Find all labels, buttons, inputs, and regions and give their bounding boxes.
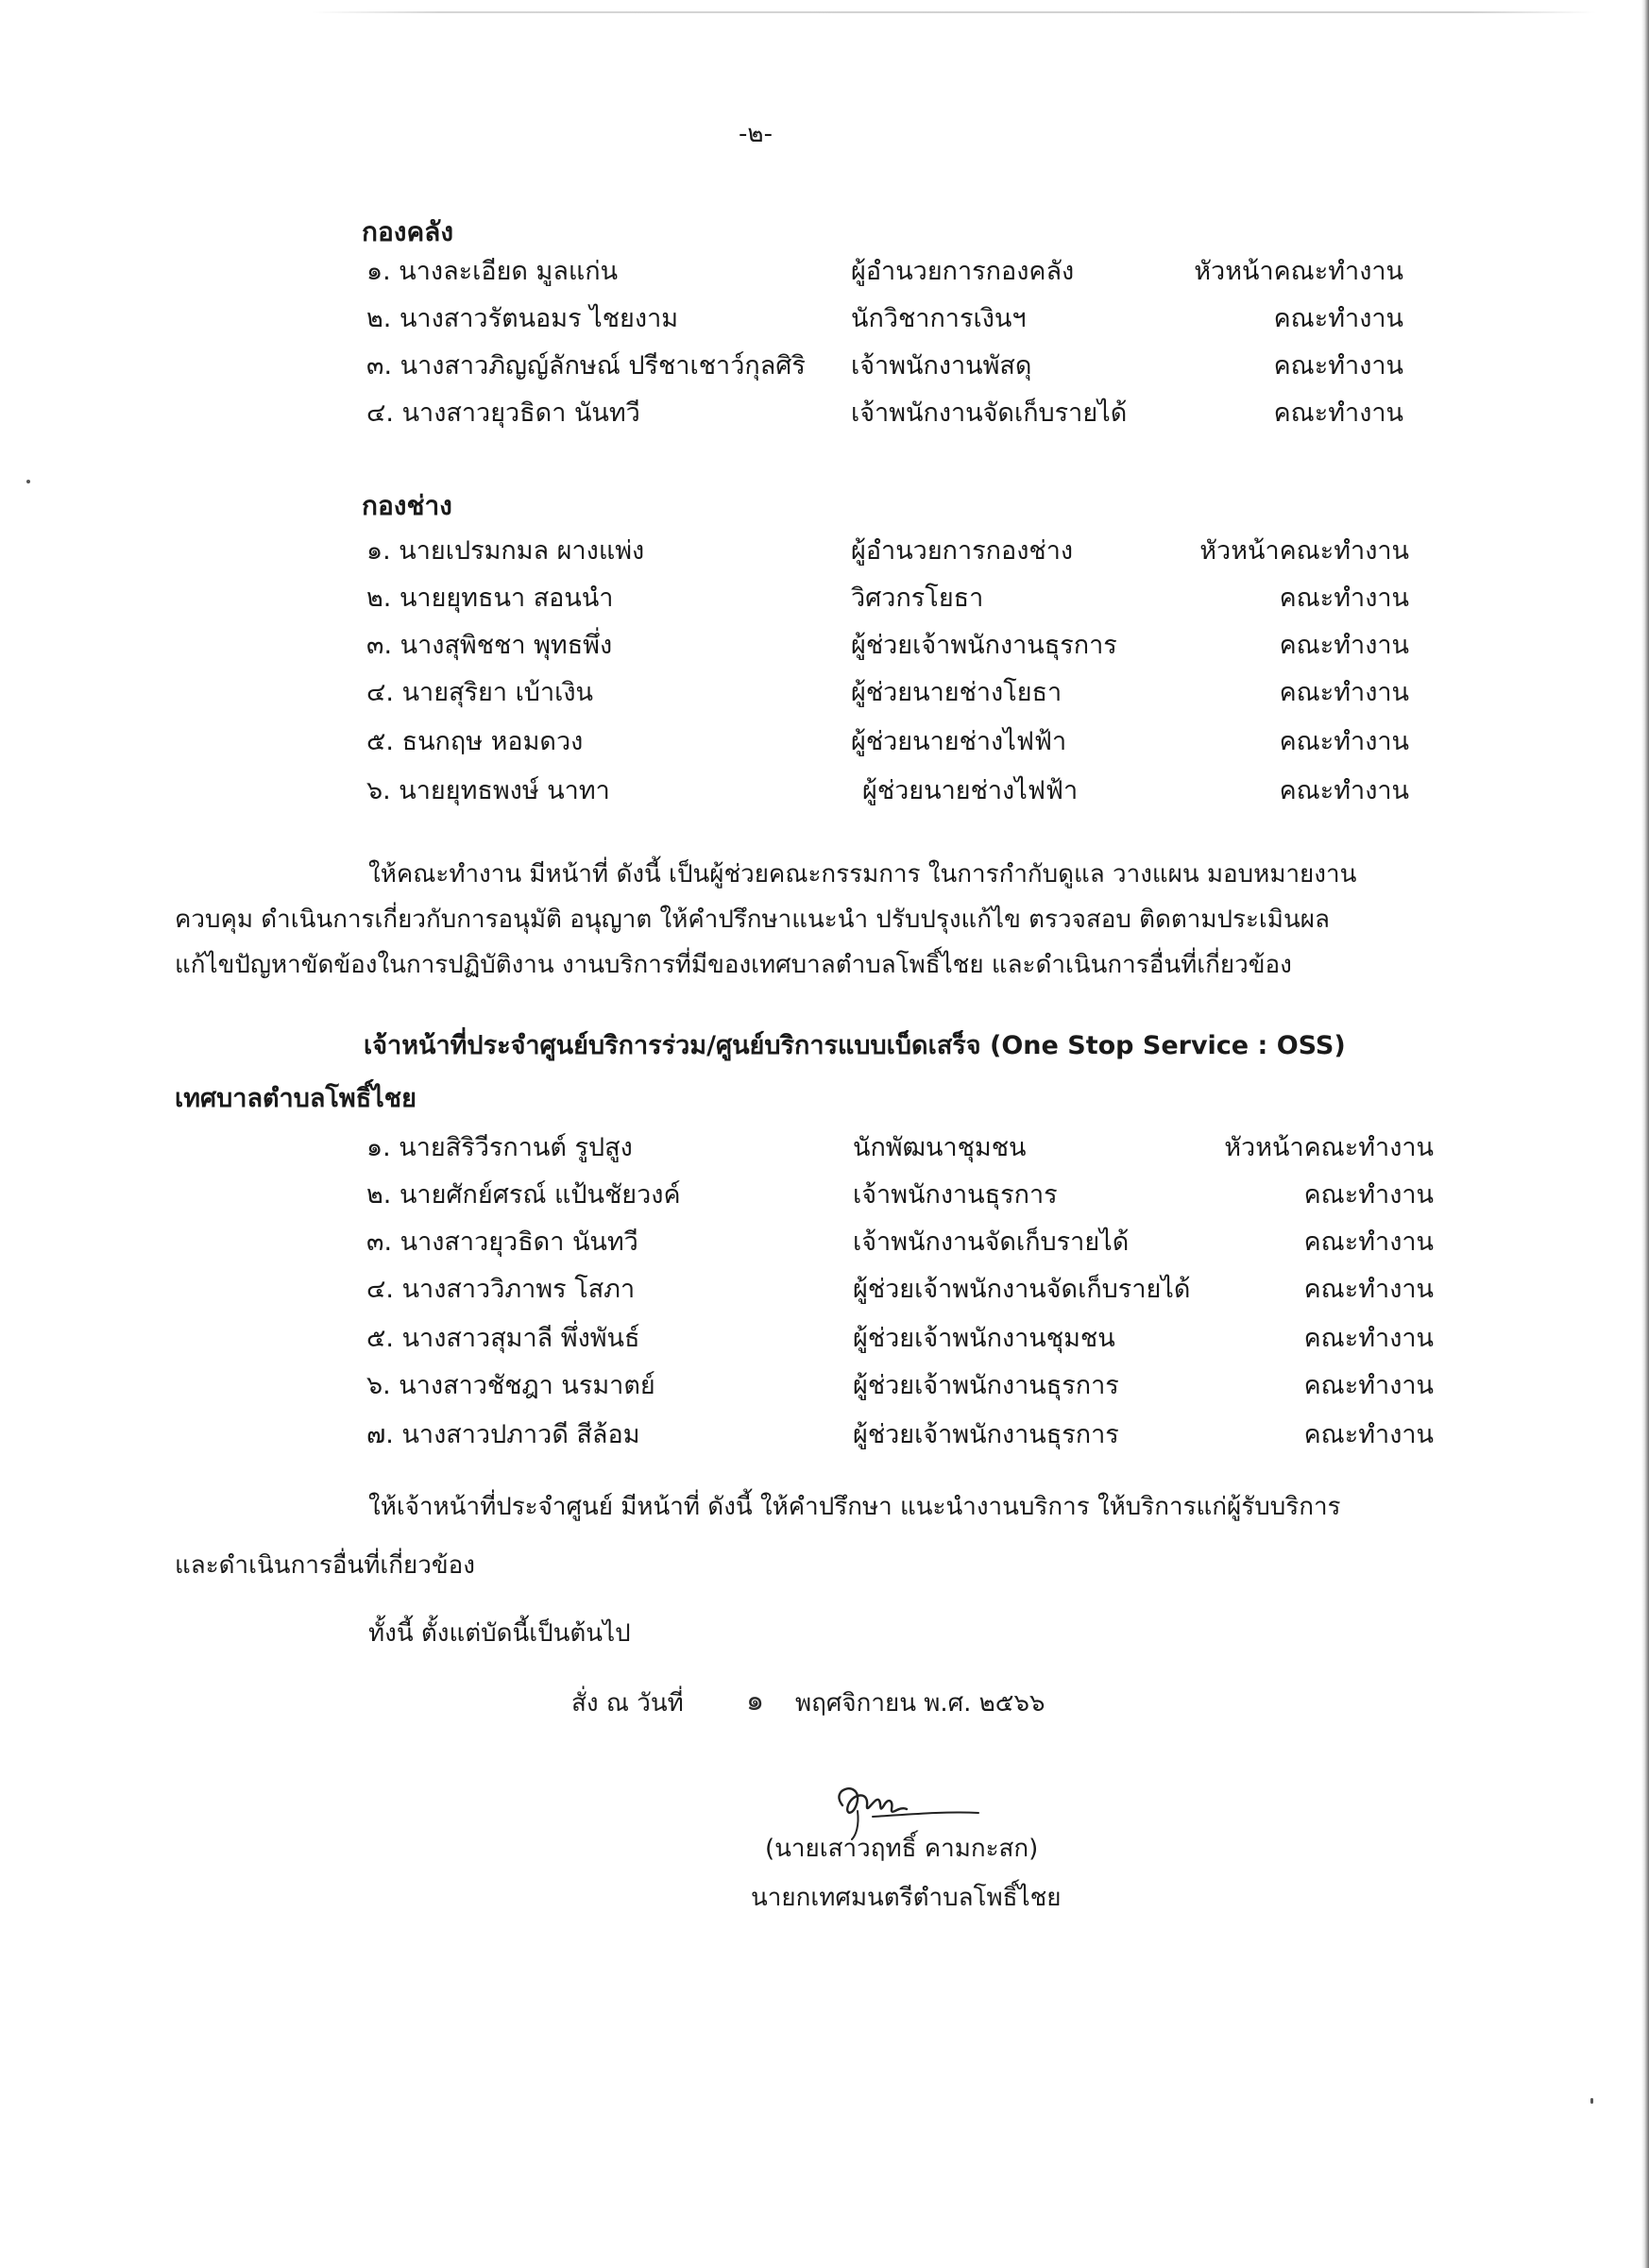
member-role: คณะทำงาน [1303,1180,1434,1210]
duty-paragraph-line: ควบคุม ดำเนินการเกี่ยวกับการอนุมัติ อนุญาต ให้คำปรึกษาแนะนำ ปรับปรุงแก้ไข ตรวจสอบ ติดตามประเมินผล [175,906,1330,934]
member-position: นักพัฒนาชุมชน [853,1133,1027,1162]
member-role: คณะทำงาน [1279,678,1409,707]
member-name: ๑. นายเปรมกมล ผางแพ่ง [366,536,645,566]
member-role: คณะทำงาน [1303,1275,1434,1304]
oss-heading-municipality: เทศบาลตำบลโพธิ์ไชย [175,1084,416,1113]
member-role: หัวหน้าคณะทำงาน [1224,1133,1434,1162]
signatory-title: นายกเทศมนตรีตำบลโพธิ์ไชย [751,1884,1062,1912]
member-name: ๒. นายยุทธนา สอนนำ [366,584,614,613]
page-number: -๒- [739,120,773,148]
member-position: ผู้ช่วยนายช่างไฟฟ้า [862,776,1079,805]
member-role: คณะทำงาน [1273,351,1403,381]
member-position: วิศวกรโยธา [851,584,984,613]
member-name: ๔. นางสาวยุวธิดา นันทวี [366,398,640,428]
member-position: เจ้าพนักงานพัสดุ [851,351,1032,381]
duty-paragraph-line: ให้คณะทำงาน มีหน้าที่ ดังนี้ เป็นผู้ช่วยคณะกรรมการ ในการกำกับดูแล วางแผน มอบหมายงาน [368,860,1357,889]
member-position: ผู้ช่วยเจ้าพนักงานจัดเก็บรายได้ [853,1275,1191,1304]
signatory-name: (นายเสาวฤทธิ์ คามกะสก) [765,1835,1039,1863]
order-date-day: ๑ [746,1684,765,1718]
member-role: หัวหน้าคณะทำงาน [1194,257,1403,286]
member-name: ๗. นางสาวปภาวดี สีล้อม [366,1420,640,1449]
member-role: คณะทำงาน [1303,1371,1434,1400]
member-position: ผู้ช่วยเจ้าพนักงานธุรการ [853,1371,1119,1400]
member-role: คณะทำงาน [1303,1227,1434,1257]
section-heading-engineering: กองช่าง [362,490,452,521]
member-name: ๓. นางสุพิชชา พุทธพึ่ง [366,631,613,660]
member-role: คณะทำงาน [1279,631,1409,660]
member-position: นักวิชาการเงินฯ [851,304,1027,333]
member-role: คณะทำงาน [1279,727,1409,756]
duty-paragraph-line: และดำเนินการอื่นที่เกี่ยวข้อง [175,1551,475,1580]
member-name: ๑. นางละเอียด มูลแก่น [366,257,619,286]
member-name: ๕. นางสาวสุมาลี พึ่งพันธ์ [366,1324,640,1353]
member-name: ๔. นางสาววิภาพร โสภา [366,1275,636,1304]
member-position: ผู้ช่วยนายช่างไฟฟ้า [851,727,1067,756]
member-name: ๑. นายสิริวีรกานต์ รูปสูง [366,1133,633,1162]
order-date-month-year: พฤศจิกายน พ.ศ. ๒๕๖๖ [795,1689,1046,1718]
member-role: คณะทำงาน [1279,584,1409,613]
scan-speck [1590,2098,1593,2104]
member-role: คณะทำงาน [1273,398,1403,428]
member-role: คณะทำงาน [1303,1324,1434,1353]
member-name: ๔. นายสุริยา เบ้าเงิน [366,678,593,707]
duty-paragraph-line: แก้ไขปัญหาขัดข้องในการปฏิบัติงาน งานบริการที่มีของเทศบาลตำบลโพธิ์ไชย และดำเนินการอื่นที่เกี่ยวข้อง [175,951,1292,979]
member-position: ผู้อำนวยการกองคลัง [851,257,1075,286]
member-name: ๒. นายศักย์ศรณ์ แป้นชัยวงค์ [366,1180,681,1210]
member-name: ๕. ธนกฤษ หอมดวง [366,727,584,756]
scan-speck [26,480,30,483]
member-name: ๓. นางสาวภิญญ์ลักษณ์ ปรีชาเชาว์กุลศิริ [366,351,806,381]
member-role: คณะทำงาน [1273,304,1403,333]
effective-statement: ทั้งนี้ ตั้งแต่บัดนี้เป็นต้นไป [368,1619,631,1648]
order-date-prefix: สั่ง ณ วันที่ [571,1689,684,1718]
member-position: เจ้าพนักงานจัดเก็บรายได้ [853,1227,1130,1257]
member-position: ผู้ช่วยนายช่างโยธา [851,678,1062,707]
duty-paragraph-line: ให้เจ้าหน้าที่ประจำศูนย์ มีหน้าที่ ดังนี้ ให้คำปรึกษา แนะนำงานบริการ ให้บริการแก่ผู้รับบริการ [368,1493,1341,1521]
member-name: ๓. นางสาวยุวธิดา นันทวี [366,1227,638,1257]
member-position: ผู้ช่วยเจ้าพนักงานธุรการ [853,1420,1119,1449]
member-position: ผู้อำนวยการกองช่าง [851,536,1074,566]
member-role: คณะทำงาน [1303,1420,1434,1449]
member-position: เจ้าพนักงานจัดเก็บรายได้ [851,398,1128,428]
member-position: ผู้ช่วยเจ้าพนักงานชุมชน [853,1324,1115,1353]
member-name: ๖. นางสาวชัชฎา นรมาตย์ [366,1371,655,1400]
member-role: หัวหน้าคณะทำงาน [1199,536,1409,566]
member-name: ๖. นายยุทธพงษ์ นาทา [366,776,610,805]
member-position: ผู้ช่วยเจ้าพนักงานธุรการ [851,631,1117,660]
section-heading-finance: กองคลัง [362,216,454,247]
oss-heading: เจ้าหน้าที่ประจำศูนย์บริการร่วม/ศูนย์บริการแบบเบ็ดเสร็จ (One Stop Service : OSS) [364,1031,1346,1060]
scan-edge-right [1641,0,1649,2268]
scan-edge-top [312,11,1596,13]
member-role: คณะทำงาน [1279,776,1409,805]
member-position: เจ้าพนักงานธุรการ [853,1180,1058,1210]
member-name: ๒. นางสาวรัตนอมร ไชยงาม [366,304,679,333]
